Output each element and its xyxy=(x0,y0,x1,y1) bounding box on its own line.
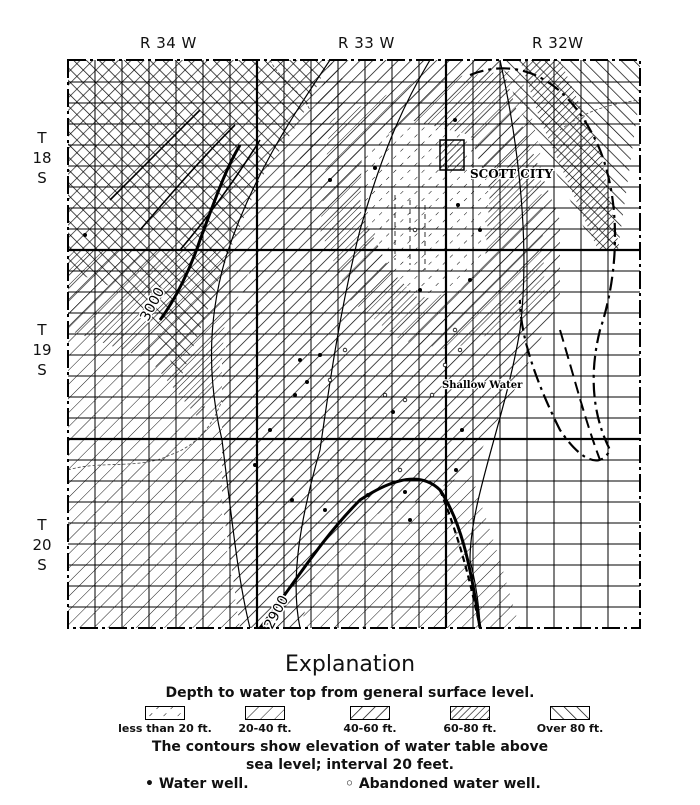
scott-city-label: SCOTT CITY xyxy=(470,167,553,181)
scott-city-block xyxy=(440,140,464,170)
abandoned-well-dot-icon: ◦ xyxy=(345,776,354,792)
legend-label: less than 20 ft. xyxy=(118,722,212,735)
explanation-title: Explanation xyxy=(284,652,416,677)
range-label-32w: R 32W xyxy=(532,34,584,52)
water-well-legend xyxy=(145,776,249,792)
township-label-18s xyxy=(32,128,52,188)
township-t: T xyxy=(37,129,47,147)
township-s: S xyxy=(37,556,47,574)
legend-40-60 xyxy=(325,706,415,735)
range-label-33w: R 33 W xyxy=(338,34,395,52)
legend-swatch-over-80 xyxy=(550,706,590,720)
contour-2900-label: 2900 xyxy=(261,592,293,632)
legend-over-80 xyxy=(520,706,620,735)
water-well-label: Water well. xyxy=(158,776,249,792)
township-t: T xyxy=(37,321,47,339)
shallow-water-label: Shallow Water xyxy=(442,380,523,391)
contour-note-line1: The contours show elevation of water table above xyxy=(151,739,549,755)
township-number: 20 xyxy=(32,536,52,554)
legend-swatch-20-40 xyxy=(245,706,285,720)
legend-swatch-less-20 xyxy=(145,706,185,720)
legend-swatch-40-60 xyxy=(350,706,390,720)
legend-less-than-20 xyxy=(110,706,220,735)
township-s: S xyxy=(37,361,47,379)
legend-label: 40-60 ft. xyxy=(343,722,397,735)
legend-label: 60-80 ft. xyxy=(443,722,497,735)
explanation-subtitle: Depth to water top from general surface level. xyxy=(165,685,535,701)
abandoned-well-label: Abandoned water well. xyxy=(358,776,541,792)
legend-label: 20-40 ft. xyxy=(238,722,292,735)
legend-label: Over 80 ft. xyxy=(536,722,604,735)
township-label-19s xyxy=(32,320,52,380)
water-well-dot-icon: • xyxy=(145,776,154,792)
township-number: 19 xyxy=(32,341,52,359)
township-s: S xyxy=(37,169,47,187)
contour-note-line2: sea level; interval 20 feet. xyxy=(246,757,454,773)
legend-60-80 xyxy=(425,706,515,735)
legend-swatch-60-80 xyxy=(450,706,490,720)
township-t: T xyxy=(37,516,47,534)
township-number: 18 xyxy=(32,149,52,167)
abandoned-well-legend xyxy=(345,776,541,792)
contour-3000-label: 3000 xyxy=(137,284,169,324)
legend-20-40 xyxy=(220,706,310,735)
range-label-34w: R 34 W xyxy=(140,34,197,52)
township-label-20s xyxy=(32,515,52,575)
